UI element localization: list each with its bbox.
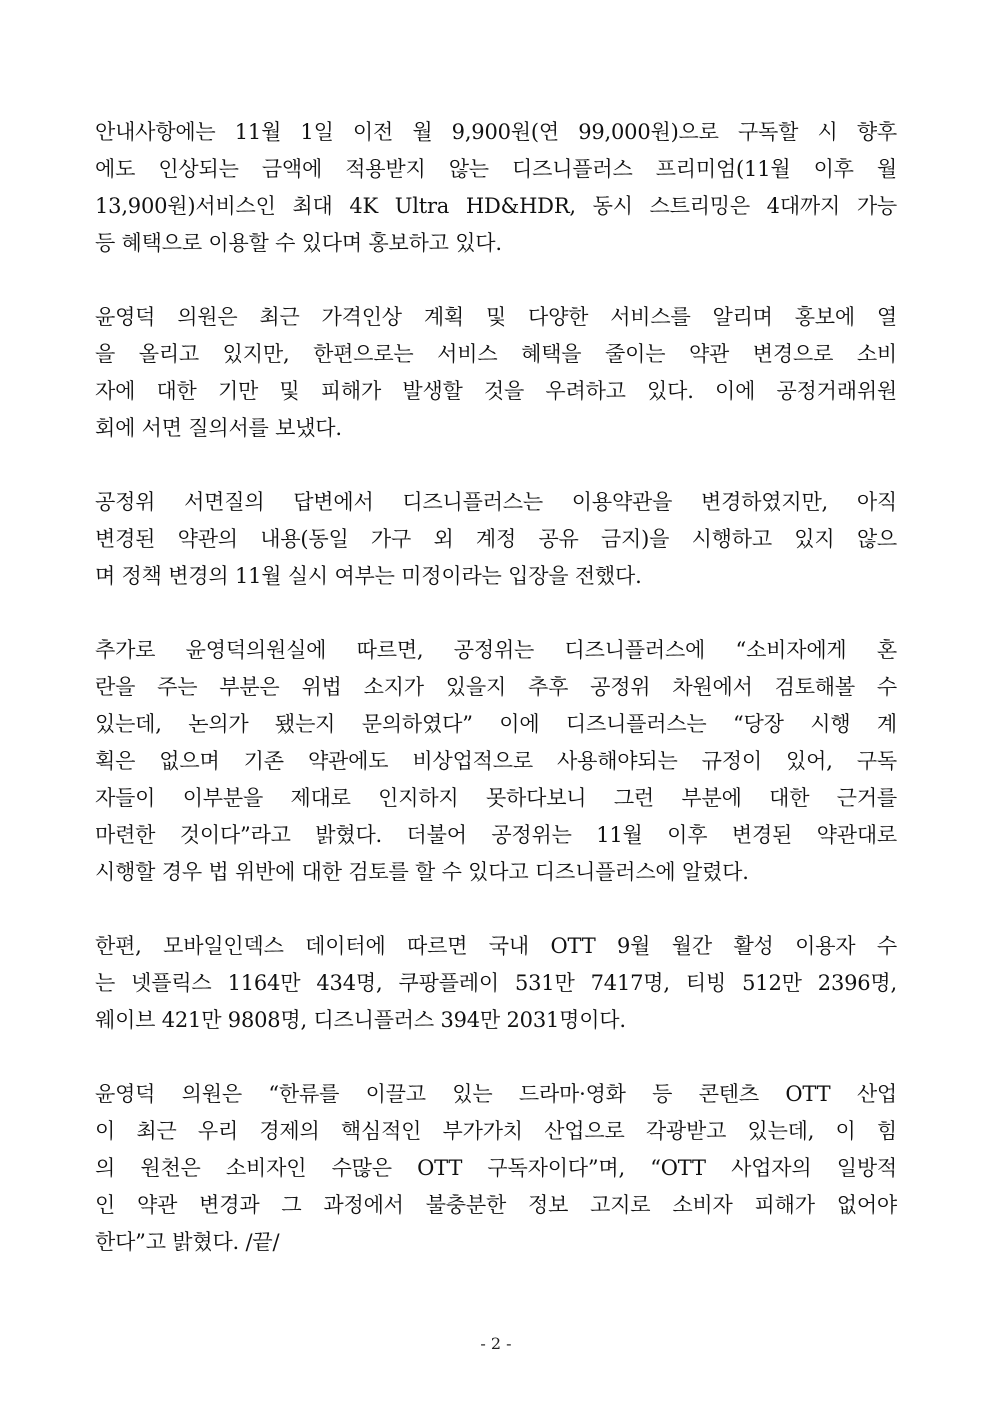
text-line: 란을 주는 부분은 위법 소지가 있을지 추후 공정위 차원에서 검토해볼 수 xyxy=(95,675,897,699)
paragraph-lawmaker-concern xyxy=(95,299,897,447)
text-line: 13,900원)서비스인 최대 4K Ultra HD&HDR, 동시 스트리밍은 4대까지 가능 xyxy=(95,194,897,218)
text-line: 인 약관 변경과 그 과정에서 불충분한 정보 고지로 소비자 피해가 없어야 xyxy=(95,1193,897,1217)
text-line: 시행할 경우 법 위반에 대한 검토를 할 수 있다고 디즈니플러스에 알렸다. xyxy=(95,860,749,884)
paragraph-ftc-inquiry xyxy=(95,632,897,891)
text-line: 공정위 서면질의 답변에서 디즈니플러스는 이용약관을 변경하였지만, 아직 xyxy=(95,490,897,514)
paragraph-closing-statement xyxy=(95,1076,897,1261)
text-line: 변경된 약관의 내용(동일 가구 외 계정 공유 금지)을 시행하고 있지 않으 xyxy=(95,527,897,551)
text-line: 며 정책 변경의 11월 실시 여부는 미정이라는 입장을 전했다. xyxy=(95,564,642,588)
text-line: 는 넷플릭스 1164만 434명, 쿠팡플레이 531만 7417명, 티빙 512만 2396명, xyxy=(95,971,897,995)
text-line: 안내사항에는 11월 1일 이전 월 9,900원(연 99,000원)으로 구독할 시 향후 xyxy=(95,120,897,144)
text-line: 한다”고 밝혔다. /끝/ xyxy=(95,1230,280,1254)
text-line: 한편, 모바일인덱스 데이터에 따르면 국내 OTT 9월 월간 활성 이용자 수 xyxy=(95,934,897,958)
text-line: 의 원천은 소비자인 수많은 OTT 구독자이다”며, “OTT 사업자의 일방적 xyxy=(95,1156,897,1180)
text-line: 윤영덕 의원은 “한류를 이끌고 있는 드라마·영화 등 콘텐츠 OTT 산업 xyxy=(95,1082,897,1106)
paragraph-ott-users xyxy=(95,928,897,1039)
text-line: 마련한 것이다”라고 밝혔다. 더불어 공정위는 11월 이후 변경된 약관대로 xyxy=(95,823,897,847)
page-number: - 2 - xyxy=(480,1334,512,1353)
text-line: 획은 없으며 기존 약관에도 비상업적으로 사용해야되는 규정이 있어, 구독 xyxy=(95,749,897,773)
text-line: 회에 서면 질의서를 보냈다. xyxy=(95,416,342,440)
text-line: 에도 인상되는 금액에 적용받지 않는 디즈니플러스 프리미엄(11월 이후 월 xyxy=(95,157,897,181)
text-line: 이 최근 우리 경제의 핵심적인 부가가치 산업으로 각광받고 있는데, 이 힘 xyxy=(95,1119,897,1143)
text-line: 윤영덕 의원은 최근 가격인상 계획 및 다양한 서비스를 알리며 홍보에 열 xyxy=(95,305,897,329)
paragraph-ftc-response xyxy=(95,484,897,595)
paragraph-subscription-notice xyxy=(95,114,897,262)
text-line: 있는데, 논의가 됐는지 문의하였다” 이에 디즈니플러스는 “당장 시행 계 xyxy=(95,712,897,736)
text-line: 등 혜택으로 이용할 수 있다며 홍보하고 있다. xyxy=(95,231,502,255)
text-line: 자들이 이부분을 제대로 인지하지 못하다보니 그런 부분에 대한 근거를 xyxy=(95,786,897,810)
text-line: 웨이브 421만 9808명, 디즈니플러스 394만 2031명이다. xyxy=(95,1008,626,1032)
text-line: 자에 대한 기만 및 피해가 발생할 것을 우려하고 있다. 이에 공정거래위원 xyxy=(95,379,897,403)
text-line: 을 올리고 있지만, 한편으로는 서비스 혜택을 줄이는 약관 변경으로 소비 xyxy=(95,342,897,366)
text-line: 추가로 윤영덕의원실에 따르면, 공정위는 디즈니플러스에 “소비자에게 혼 xyxy=(95,638,897,662)
